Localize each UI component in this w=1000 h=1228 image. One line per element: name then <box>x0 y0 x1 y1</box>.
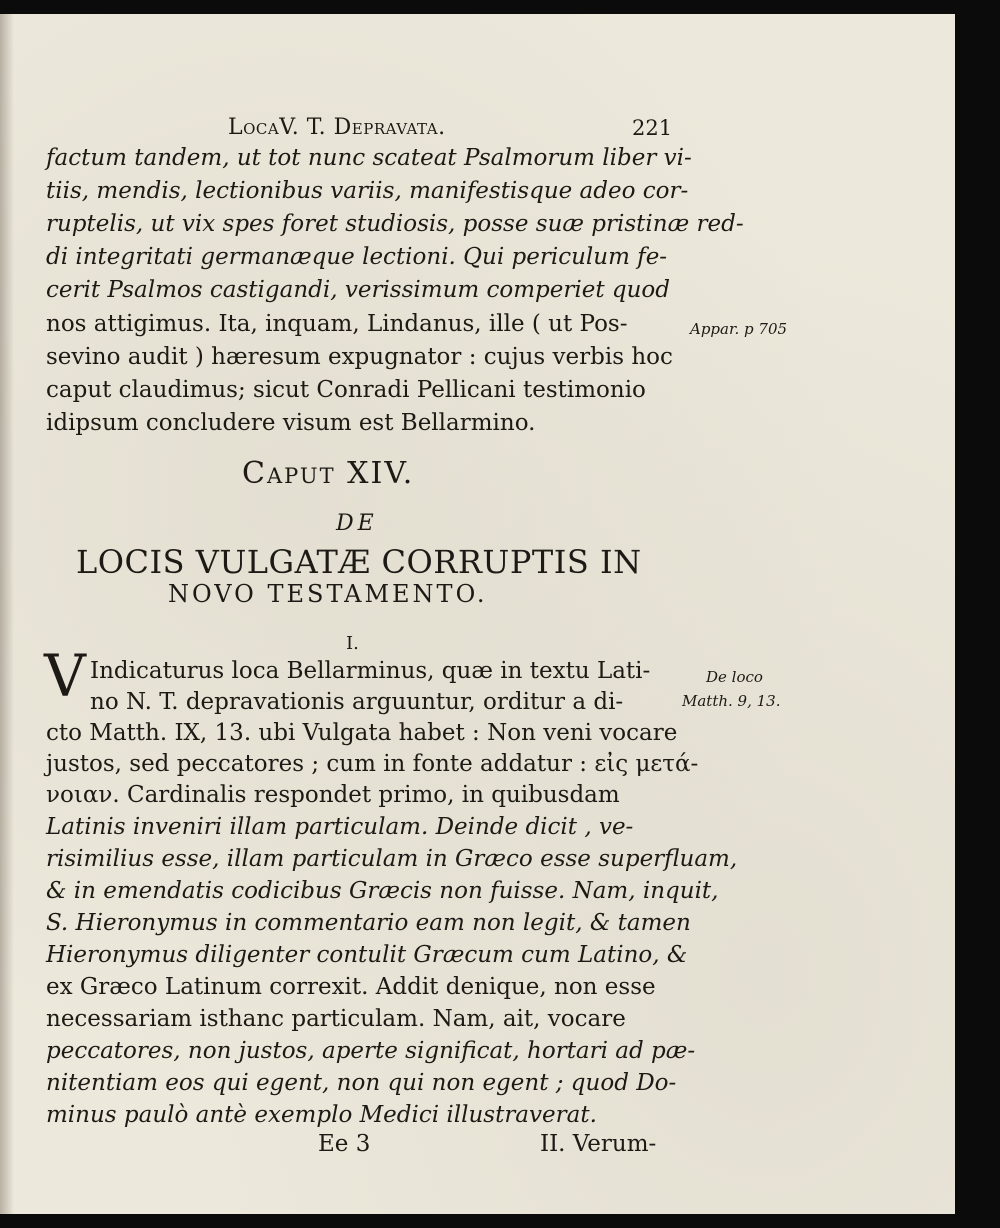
text-line: risimilius esse, illam particulam in Græco esse superfluam, <box>46 846 738 872</box>
text-line: Latinis inveniri illam particulam. Deinde dicit , ve- <box>46 814 634 840</box>
text-line: sevino audit ) hæresum expugnator : cujus verbis hoc <box>46 344 673 370</box>
text-line: di integritati germanæque lectioni. Qui periculum fe- <box>46 244 668 270</box>
text-line: minus paulò antè exemplo Medici illustraverat. <box>46 1102 597 1128</box>
text-line: cto Matth. IX, 13. ubi Vulgata habet : Non veni vocare <box>46 720 678 746</box>
text-line: idipsum concludere visum est Bellarmino. <box>46 410 536 436</box>
margin-note-de-loco: De loco <box>706 668 763 686</box>
chapter-de: DE <box>336 511 378 536</box>
running-title: LocaV. T. Depravata. <box>228 115 446 140</box>
text-line: no N. T. depravationis arguuntur, orditur a di- <box>90 689 624 715</box>
text-line: tiis, mendis, lectionibus variis, manifestisque adeo cor- <box>46 178 689 204</box>
drop-cap: V <box>44 642 86 710</box>
chapter-title-line1: LOCIS VULGATÆ CORRUPTIS IN <box>76 543 642 581</box>
section-number: I. <box>346 633 359 654</box>
text-line: caput claudimus; sicut Conradi Pellicani testimonio <box>46 377 646 403</box>
text-line: justos, sed peccatores ; cum in fonte addatur : εἰς μετά- <box>46 751 699 777</box>
signature-mark: Ee 3 <box>318 1131 371 1157</box>
margin-note-matth: Matth. 9, 13. <box>682 692 781 710</box>
text-line: νοιαν. Cardinalis respondet primo, in quibusdam <box>46 782 620 808</box>
book-page <box>0 14 955 1214</box>
catchword: II. Verum- <box>540 1131 657 1157</box>
margin-note-appar: Appar. p 705 <box>690 320 788 338</box>
text-line: S. Hieronymus in commentario eam non legit, & tamen <box>46 910 691 936</box>
text-line: Indicaturus loca Bellarminus, quæ in textu Lati- <box>90 658 651 684</box>
text-line: factum tandem, ut tot nunc scateat Psalmorum liber vi- <box>46 145 692 171</box>
text-line: nos attigimus. Ita, inquam, Lindanus, ille ( ut Pos- <box>46 311 628 337</box>
text-line: ruptelis, ut vix spes foret studiosis, posse suæ pristinæ red- <box>46 211 744 237</box>
chapter-heading: Caput XIV. <box>242 456 415 491</box>
page-number: 221 <box>632 116 673 140</box>
text-line: ex Græco Latinum correxit. Addit denique, non esse <box>46 974 656 1000</box>
chapter-title-line2: NOVO TESTAMENTO. <box>168 580 488 608</box>
text-line: Hieronymus diligenter contulit Græcum cum Latino, & <box>46 942 688 968</box>
text-line: & in emendatis codicibus Græcis non fuisse. Nam, inquit, <box>46 878 719 904</box>
text-line: nitentiam eos qui egent, non qui non egent ; quod Do- <box>46 1070 677 1096</box>
text-line: cerit Psalmos castigandi, verissimum comperiet quod <box>46 277 670 303</box>
text-line: peccatores, non justos, aperte significat, hortari ad pæ- <box>46 1038 696 1064</box>
text-line: necessariam isthanc particulam. Nam, ait, vocare <box>46 1006 626 1032</box>
